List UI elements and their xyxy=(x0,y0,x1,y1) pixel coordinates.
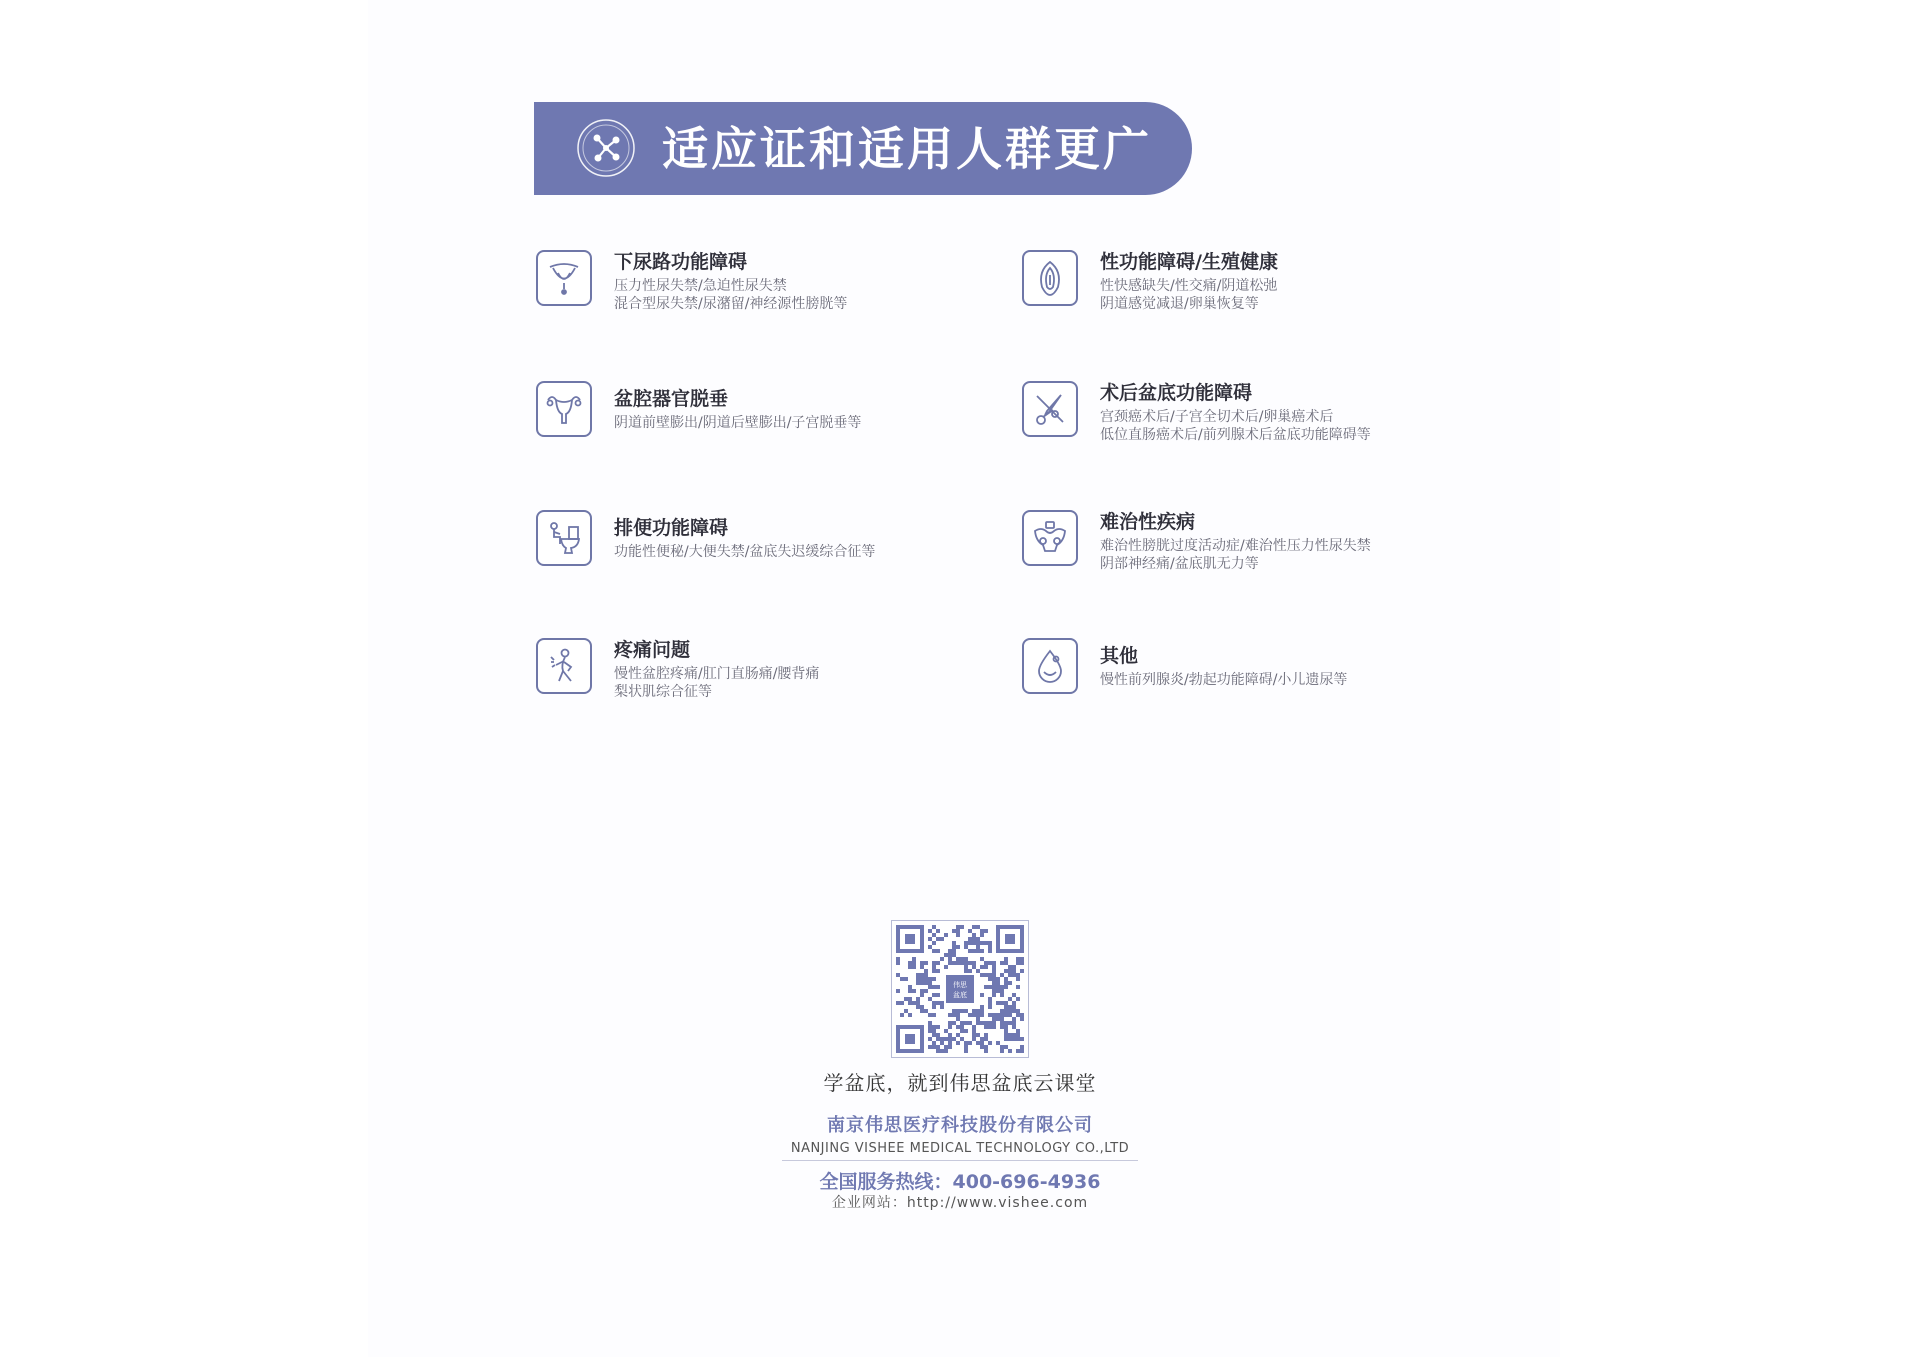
item-title: 疼痛问题 xyxy=(614,639,691,661)
banner-title: 适应证和适用人群更广 xyxy=(662,122,1152,176)
item-title: 术后盆底功能障碍 xyxy=(1100,382,1253,404)
item-title: 难治性疾病 xyxy=(1100,511,1196,533)
qr-code[interactable] xyxy=(891,920,1029,1058)
section-banner xyxy=(534,102,1192,195)
hotline: 全国服务热线：400-696-4936 xyxy=(819,1171,1101,1193)
item-title: 下尿路功能障碍 xyxy=(614,251,748,273)
network-molecule-icon xyxy=(576,118,636,178)
indication-item xyxy=(1022,638,1492,718)
indication-item xyxy=(1022,510,1492,590)
item-title: 排便功能障碍 xyxy=(614,517,729,539)
surgery-tools-icon xyxy=(1022,381,1078,437)
item-desc: 慢性前列腺炎/勃起功能障碍/小儿遗尿等 xyxy=(1100,672,1348,688)
svg-text:盆底: 盆底 xyxy=(953,991,967,999)
divider xyxy=(782,1160,1138,1161)
item-desc: 难治性膀胱过度活动症/难治性压力性尿失禁 阴部神经痛/盆底肌无力等 xyxy=(1100,538,1371,572)
uterus-icon xyxy=(536,381,592,437)
indication-item xyxy=(536,638,1006,718)
item-desc: 阴道前壁膨出/阴道后壁膨出/子宫脱垂等 xyxy=(614,415,862,431)
droplet-icon xyxy=(1022,638,1078,694)
svg-text:伟思: 伟思 xyxy=(953,981,967,989)
item-desc: 宫颈癌术后/子宫全切术后/卵巢癌术后 低位直肠癌术后/前列腺术后盆底功能障碍等 xyxy=(1100,409,1371,443)
item-desc: 压力性尿失禁/急迫性尿失禁 混合型尿失禁/尿潴留/神经源性膀胱等 xyxy=(614,278,848,312)
indication-item xyxy=(536,510,1006,590)
bladder-icon xyxy=(536,250,592,306)
indication-item xyxy=(1022,381,1492,461)
indication-item xyxy=(536,381,1006,461)
pain-person-icon xyxy=(536,638,592,694)
item-title: 其他 xyxy=(1100,645,1139,667)
toilet-icon xyxy=(536,510,592,566)
item-title: 性功能障碍/生殖健康 xyxy=(1100,251,1278,273)
indication-item xyxy=(536,250,1006,330)
pelvis-icon xyxy=(1022,510,1078,566)
vulva-icon xyxy=(1022,250,1078,306)
slogan: 学盆底，就到伟思盆底云课堂 xyxy=(823,1071,1097,1095)
website-link[interactable]: 企业网站：http://www.vishee.com xyxy=(831,1195,1089,1211)
company-name-en: NANJING VISHEE MEDICAL TECHNOLOGY CO.,LTD xyxy=(790,1141,1130,1156)
item-title: 盆腔器官脱垂 xyxy=(614,388,729,410)
item-desc: 慢性盆腔疼痛/肛门直肠痛/腰背痛 梨状肌综合征等 xyxy=(614,666,820,700)
indication-item xyxy=(1022,250,1492,330)
item-desc: 功能性便秘/大便失禁/盆底失迟缓综合征等 xyxy=(614,544,876,560)
company-name-cn: 南京伟思医疗科技股份有限公司 xyxy=(827,1115,1093,1136)
item-desc: 性快感缺失/性交痛/阴道松弛 阴道感觉减退/卵巢恢复等 xyxy=(1100,278,1278,312)
